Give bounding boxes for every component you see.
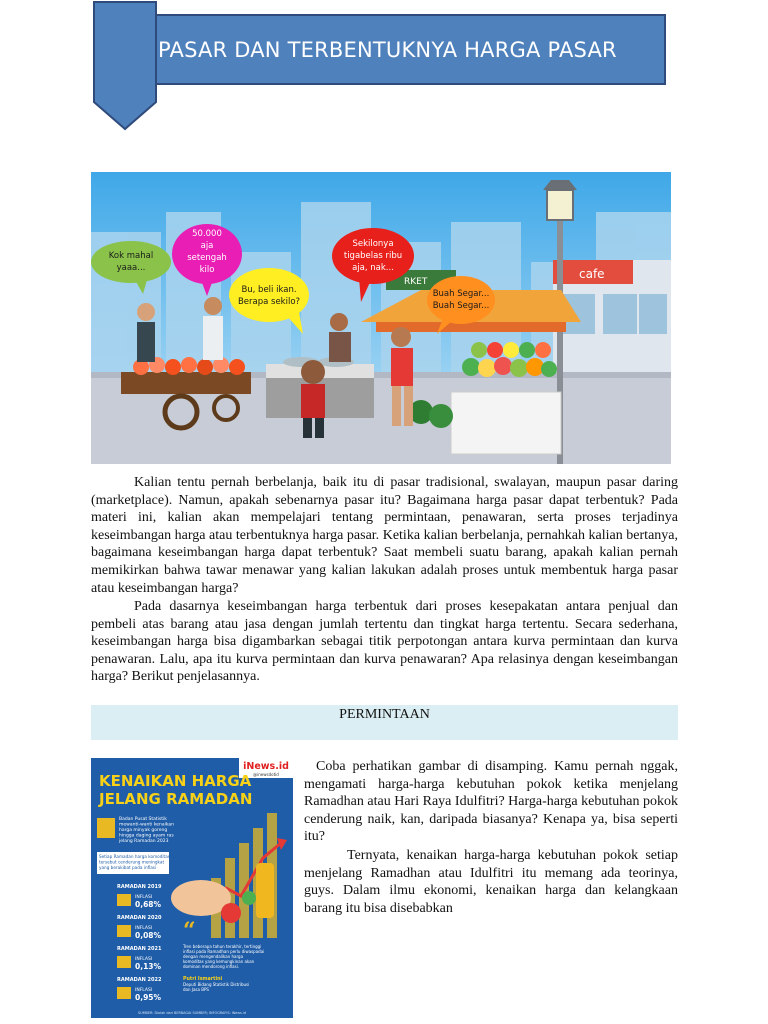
year-label-2022: RAMADAN 2022	[117, 977, 162, 983]
bubble-1-line-1: Kok mahal	[108, 251, 154, 261]
cafe-sign: cafe	[579, 267, 605, 281]
page-title: PASAR DAN TERBENTUKNYA HARGA PASAR	[158, 38, 617, 62]
year-label-2020: RAMADAN 2020	[117, 915, 162, 921]
bubble-4-line-2: tigabelas ribu	[343, 251, 403, 261]
inflation-infographic	[91, 758, 293, 1018]
quote-mark-icon: “	[183, 918, 196, 944]
bubble-2-line-4: kilo	[199, 265, 215, 275]
inflasi-label-2021: INFLASI	[135, 957, 153, 962]
person-name: Putri Ismartini	[183, 977, 223, 982]
market-sign: RKET	[404, 277, 428, 287]
body-paragraph-1: Coba perhatikan gambar di disamping. Kamu pernah nggak, mengamati harga-harga kebutuhan pokok ketika menjelang Ramadhan atau Hari Raya Idulfitri? Harga-harga kebutuhan pokok cenderung naik, kan, daripada biasanya? Kenapa ya, bisa seperti itu?	[304, 759, 678, 845]
market-illustration	[91, 172, 671, 464]
ramadan-note: Setiap Ramadan harga komoditas tersebut cenderung meningkat yang berakibat pada inflasi	[99, 854, 170, 870]
section-title: PERMINTAAN	[339, 707, 430, 722]
bps-note: Badan Pusat Statistik mewanti-wanti kenaikan harga minyak goreng hingga daging ayam ras jelang Ramadan 2023	[119, 817, 175, 844]
body-paragraph-2: Ternyata, kenaikan harga-harga kebutuhan pokok setiap menjelang Ramadhan atau Idulfitri itu memang ada teorinya, guys. Dalam ilmu ekonomi, kenaikan harga dan kelangkaan barang itu bisa disebabkan	[304, 848, 678, 916]
intro-paragraph-1: Kalian tentu pernah berbelanja, baik itu di pasar tradisional, swalayan, maupun pasar daring (marketplace). Namun, apakah sebenarnya pasar itu? Bagaimana harga pasar dapat terbentuk? Pada materi ini, kalian akan mempelajari tentang permintaan, penawaran, serta proses terjadinya keseimbangan harga atau terbentuknya harga pasar. Ketika kalian berbelanja, pernahkah kalian bertanya, bagaimana keseimbangan harga dapat terbentuk? Saat membeli suatu barang, apakah kalian pernah memikirkan bahwa tawar menawar yang kalian lakukan adalah proses untuk membentuk harga pasar atau keseimbangan harga?	[91, 475, 678, 596]
bubble-2-line-2: aja	[200, 241, 214, 251]
inflasi-value-2021: 0,13%	[135, 962, 162, 971]
inflasi-value-2022: 0,95%	[135, 993, 162, 1002]
intro-paragraph-2: Pada dasarnya keseimbangan harga terbentuk dari proses kesepakatan antara penjual dan pembeli atas barang atau jasa dengan jumlah tertentu dan tingkat harga tertentu. Secara sederhana, keseimbangan harga bisa digambarkan sebagai titik perpotongan antara kurva permintaan dan kurva penawaran. Lalu, apa itu kurva permintaan dan kurva penawaran? Apa relasinya dengan keseimbangan harga? Berikut penjelasannya.	[91, 599, 678, 685]
brand-handle: @inewsdotid	[253, 772, 279, 777]
inflasi-label-2022: INFLASI	[135, 988, 153, 993]
year-label-2019: RAMADAN 2019	[117, 884, 162, 890]
inflasi-value-2019: 0,68%	[135, 900, 162, 909]
bubble-1-line-2: yaaa...	[116, 263, 146, 273]
bubble-3-line-2: Berapa sekilo?	[237, 297, 301, 307]
inflasi-value-2020: 0,08%	[135, 931, 162, 940]
bubble-4-line-3: aja, nak...	[352, 263, 394, 273]
infographic-footer: SUMBER: Diolah dari BERBAGAI SUMBER; INFOGRAFIS: iNews.id	[138, 1011, 246, 1015]
bubble-2-line-1: 50.000	[192, 229, 222, 239]
inflasi-label-2019: INFLASI	[135, 895, 153, 900]
year-label-2021: RAMADAN 2021	[117, 946, 162, 952]
bubble-3-line-1: Bu, beli ikan.	[241, 285, 297, 295]
bubble-5-line-2: Buah Segar...	[432, 301, 490, 311]
bubble-4-line-1: Sekilonya	[352, 239, 394, 249]
brand-logo: iNews.id	[243, 761, 289, 772]
bubble-5-line-1: Buah Segar...	[432, 289, 490, 299]
bubble-2-line-3: setengah	[187, 253, 227, 263]
inflasi-label-2020: INFLASI	[135, 926, 153, 931]
infographic-title-1: KENAIKAN HARGA	[99, 772, 252, 790]
person-title: Deputi Bidang Statistik Distribusi dan Jasa BPS	[183, 982, 250, 992]
infographic-title-2: JELANG RAMADAN	[99, 790, 253, 808]
bps-quote: Tren beberapa tahun terakhir, tertinggi inflasi pada Ramadhan perlu diwaspadai dengan mengendalikan harga komoditas yang kemungkinan akan dominan mendorong inflasi.	[183, 944, 265, 969]
banner-ribbon-icon	[92, 0, 158, 132]
